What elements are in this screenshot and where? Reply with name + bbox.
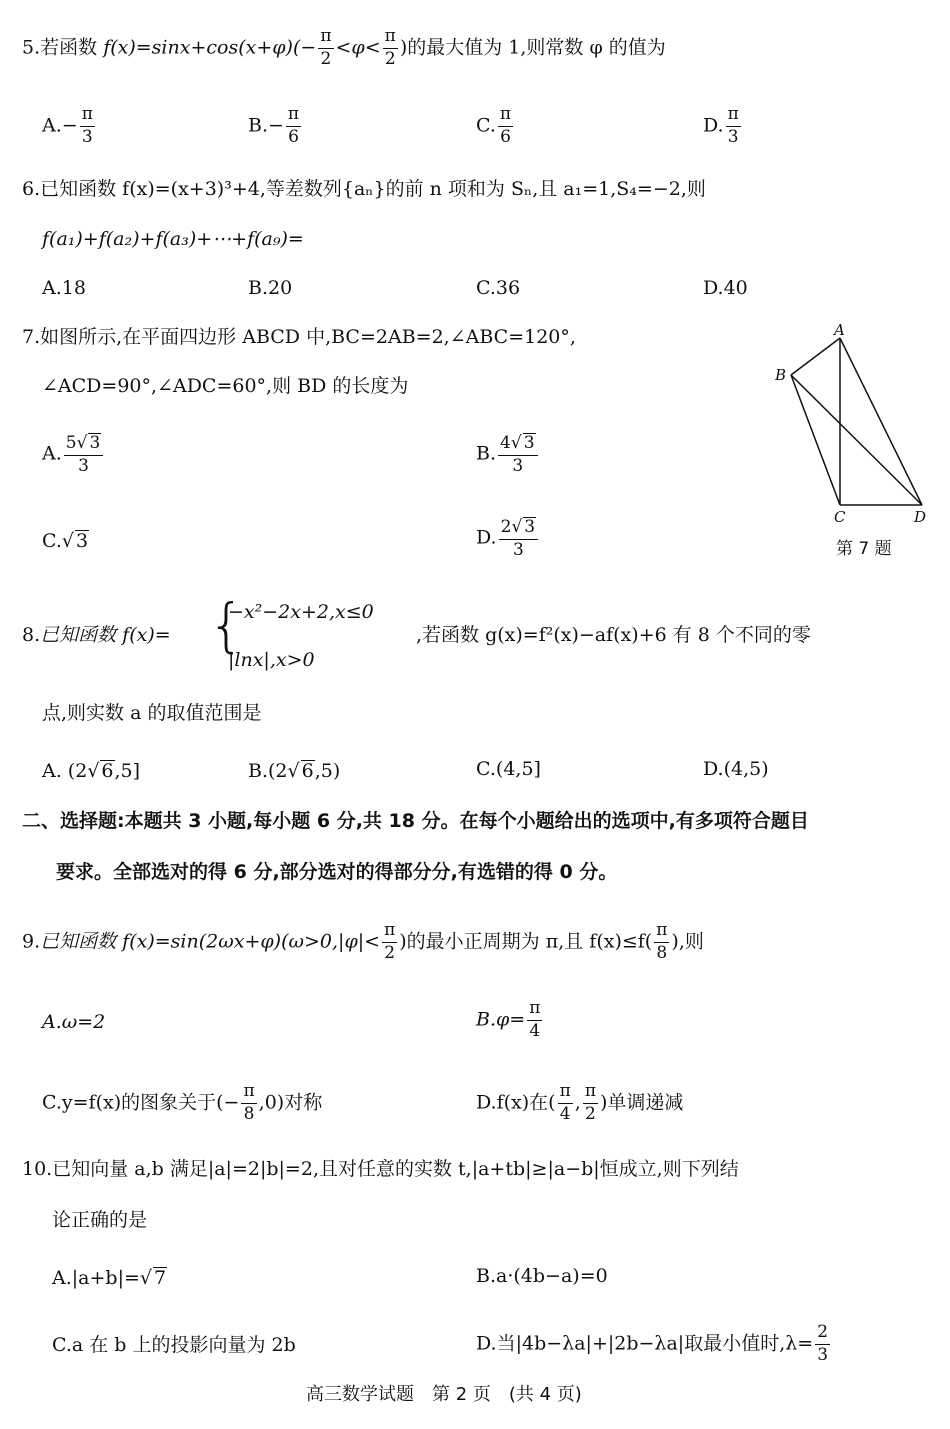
q8-stem-b: ,若函数 g(x)=f²(x)−af(x)+6 有 8 个不同的零 [416, 624, 811, 646]
q9-frac1: $\frac{\pi}{2}$ [384, 920, 396, 963]
q5-func: f(x)=sinx+cos(x+φ)(− [103, 36, 317, 59]
q10-line2: 论正确的是 [52, 1209, 148, 1231]
segment-bc [791, 375, 840, 505]
segment-ad [840, 338, 922, 505]
q6-option-d: D.40 [703, 277, 748, 299]
q8-case1: −x²−2x+2,x≤0 [228, 601, 374, 623]
q9-frac2: $\frac{\pi}{8}$ [656, 920, 668, 963]
q7-line2: ∠ACD=90°,∠ADC=60°,则 BD 的长度为 [42, 375, 409, 397]
q6-line2: f(a₁)+f(a₂)+f(a₃)+⋯+f(a₉)= [42, 228, 304, 250]
q5-stem-a: 若函数 [40, 36, 104, 59]
q5-mid: <φ< [335, 36, 381, 59]
q10-number: 10. [22, 1158, 53, 1180]
q9-stem: 9.已知函数 f(x)=sin(2ωx+φ)(ω>0,|φ|< $\frac{\pi}{2}$ )的最小正周期为 π,且 f(x)≤f( $\frac{\pi}{8}$ ),则 [22, 920, 704, 963]
q8-option-a: A. (2√ 6,5] [42, 760, 141, 782]
q9-option-d: D.f(x)在( $\frac{\pi}{4}$ , $\frac{\pi}{2}$ )单调递减 [476, 1081, 684, 1124]
q6-option-b: B.20 [248, 277, 293, 299]
q8-stem: 8.已知函数 f(x)= [22, 624, 171, 646]
q9-option-b: B.φ= $\frac{\pi}{4}$ [476, 998, 541, 1041]
q9-number: 9. [22, 930, 41, 953]
q5-tail: )的最大值为 1,则常数 φ 的值为 [399, 36, 666, 59]
q8-case2: |lnx|,x>0 [228, 649, 315, 671]
q8-option-d: D.(4,5) [703, 758, 769, 780]
section2-line2: 要求。全部选对的得 6 分,部分选对的得部分分,有选错的得 0 分。 [56, 861, 618, 883]
q7-option-a: A. $\frac{5√ 3}{3}$ [42, 433, 105, 476]
q6-number: 6. [22, 178, 41, 200]
q10-option-c: C.a 在 b 上的投影向量为 2b [52, 1334, 296, 1356]
q5-stem [22, 28, 666, 69]
q7-option-b: B. $\frac{4√ 3}{3}$ [476, 433, 540, 476]
point-label-c: C [834, 508, 846, 526]
q7-line1: 7.如图所示,在平面四边形 ABCD 中,BC=2AB=2,∠ABC=120°, [22, 326, 576, 348]
q7-option-c: C.√ 3 [42, 530, 89, 552]
q5-option-b: B.− $\frac{\pi}{6}$ [248, 104, 300, 147]
q6-line1: 6.已知函数 f(x)=(x+3)³+4,等差数列{aₙ}的前 n 项和为 Sₙ,且 a₁=1,S₄=−2,则 [22, 178, 706, 200]
q8-number: 8. [22, 624, 41, 646]
q5-number: 5. [22, 36, 41, 59]
q5-frac-pi-2-a: $\frac{\pi}{2}$ [320, 26, 332, 69]
q8-brace: { [208, 591, 245, 659]
page-footer: 高三数学试题 第 2 页 (共 4 页) [306, 1384, 582, 1405]
point-label-d: D [914, 508, 927, 526]
q7-option-d: D. $\frac{2√ 3}{3}$ [476, 517, 540, 560]
q8-option-b: B.(2√ 6,5) [248, 760, 341, 782]
q8-option-c: C.(4,5] [476, 758, 541, 780]
q7-figure-caption: 第 7 题 [836, 539, 892, 559]
point-label-b: B [775, 366, 787, 384]
q10-option-d: D.当|4b−λa|+|2b−λa|取最小值时,λ= $\frac{2}{3}$ [476, 1322, 829, 1365]
segment-ab [791, 338, 840, 375]
q7-number: 7. [22, 326, 41, 348]
segment-bd [791, 375, 922, 505]
q8-line2: 点,则实数 a 的取值范围是 [42, 702, 262, 724]
q5-frac-pi-2-b: $\frac{\pi}{2}$ [384, 26, 396, 69]
q10-line1: 10.已知向量 a,b 满足|a|=2|b|=2,且对任意的实数 t,|a+tb|≥|a−b|恒成立,则下列结 [22, 1158, 739, 1180]
q5-option-c: C. $\frac{\pi}{6}$ [476, 104, 512, 147]
q6-option-c: C.36 [476, 277, 521, 299]
q10-option-a: A.|a+b|=√ 7 [52, 1267, 167, 1289]
section2-line1: 二、选择题:本题共 3 小题,每小题 6 分,共 18 分。在每个小题给出的选项中,有多项符合题目 [22, 810, 809, 832]
q10-option-b: B.a·(4b−a)=0 [476, 1265, 608, 1287]
q5-option-d: D. $\frac{\pi}{3}$ [703, 104, 739, 147]
q9-option-c: C.y=f(x)的图象关于(− $\frac{\pi}{8}$ ,0)对称 [42, 1081, 323, 1124]
q7-figure [770, 320, 940, 565]
q9-option-a: A.ω=2 [42, 1011, 106, 1033]
q6-option-a: A.18 [42, 277, 86, 299]
q5-option-a: A.− $\frac{\pi}{3}$ [42, 104, 93, 147]
point-label-a: A [834, 321, 845, 339]
